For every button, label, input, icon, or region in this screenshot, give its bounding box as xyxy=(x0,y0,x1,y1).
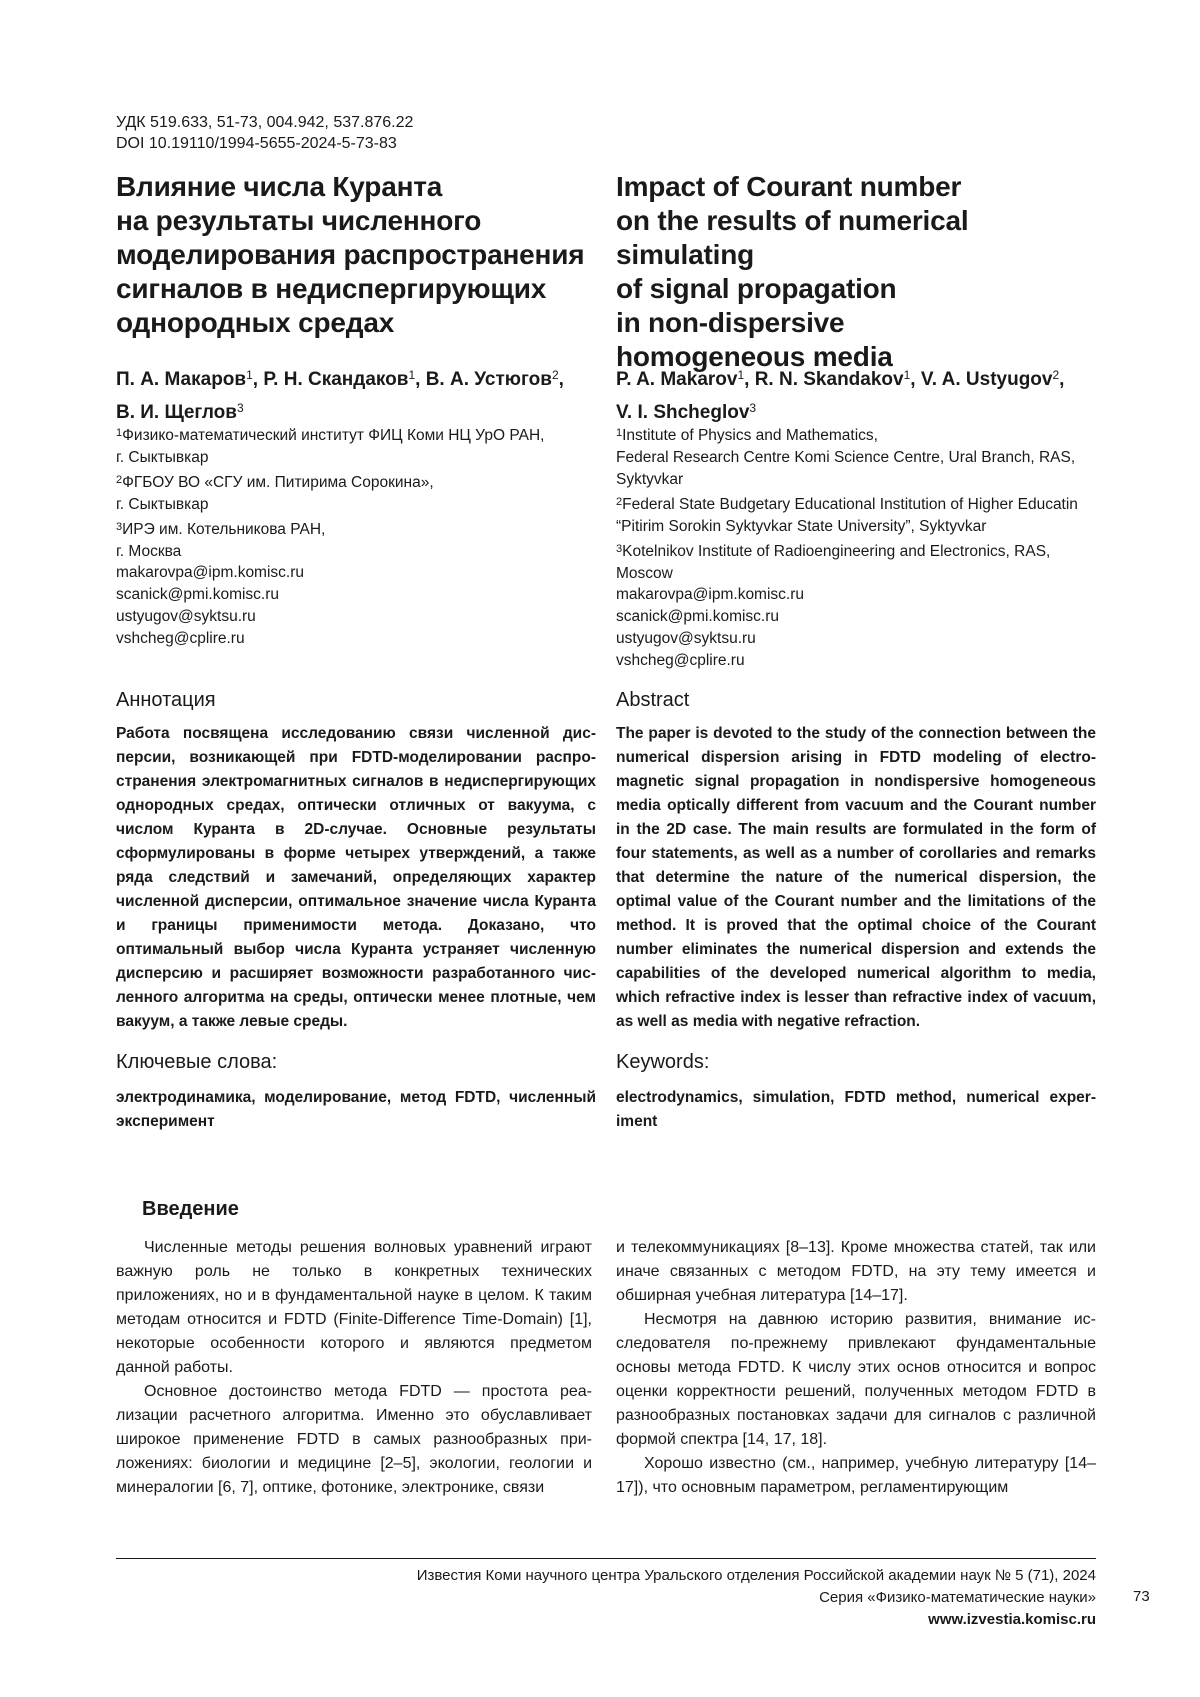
keywords-heading-en: Keywords: xyxy=(616,1051,710,1073)
email-link[interactable]: vshcheg@cplire.ru xyxy=(616,652,745,669)
title-en-line: in non-dispersive xyxy=(616,307,845,338)
abstract-heading-ru: Аннотация xyxy=(116,689,216,711)
doi: DOI 10.19110/1994-5655-2024-5-73-83 xyxy=(116,135,397,152)
affiliation: $^3$Kotelnikov Institute of Radioengineering and Electronics, RAS, Moscow xyxy=(616,543,1051,582)
footer-divider xyxy=(116,1558,1096,1559)
keywords-ru: электродинамика, моделирование, метод FDTD, численный эксперимент xyxy=(116,1089,596,1130)
udc-code: УДК 519.633, 51-73, 004.942, 537.876.22 xyxy=(116,114,414,131)
journal-footer xyxy=(417,1565,1096,1631)
author: V. I. Shcheglov$^3$ xyxy=(616,401,757,423)
affiliations-ru xyxy=(116,422,596,563)
intro-heading: Введение xyxy=(142,1198,239,1220)
body-paragraph: Основное достоинство метода FDTD — простота реализации расчетного алгоритма. Именно это обуславливает широкое применение FDTD в самых разнообразных приложениях: биологии и медицине [2–5], экологии, геологии и минералогии [6, 7], оптике, фотонике, электронике, связи xyxy=(116,1383,592,1496)
author: В. А. Устюгов$^2$, xyxy=(425,368,564,390)
body-paragraph: и телекоммуникациях [8–13]. Кроме множества статей, так или иначе связанных с методом FDTD, на эту тему имеется и обширная учебная литература [14–17]. xyxy=(616,1239,1096,1304)
abstract-heading-en: Abstract xyxy=(616,689,690,711)
keywords-heading-ru: Ключевые слова: xyxy=(116,1051,278,1073)
body-paragraph: Хорошо известно (см., например, учебную литературу [14–17]), что основным параметром, регламентирующим xyxy=(616,1455,1096,1496)
journal-name: Известия Коми научного центра Уральского отделения Российской академии наук № 5 (71), 2024 xyxy=(416,1567,1096,1584)
author: П. А. Макаров$^1$, xyxy=(116,368,264,390)
title-en-line: on the results of numerical simulating xyxy=(616,205,969,270)
title-ru xyxy=(116,170,596,340)
affiliation: $^1$Физико-математический институт ФИЦ Коми НЦ УрО РАН, г. Сыктывкар xyxy=(116,427,545,466)
title-en-line: homogeneous media xyxy=(616,341,893,372)
title-ru-line: на результаты численного xyxy=(116,205,482,236)
author: P. A. Makarov$^1$, xyxy=(616,368,755,390)
affiliation: $^2$Federal State Budgetary Educational Institution of Higher Educatin “Pitirim Sorokin Syktyvkar State University”, Syktyvkar xyxy=(616,496,1078,535)
intro-left-column xyxy=(116,1236,592,1500)
email-link[interactable]: makarovpa@ipm.komisc.ru xyxy=(116,564,305,581)
journal-series: Серия «Физико-математические науки» xyxy=(819,1589,1096,1606)
title-en xyxy=(616,170,1096,374)
authors-ru xyxy=(116,361,596,427)
title-ru-line: моделирования распространения xyxy=(116,239,585,270)
title-en-line: Impact of Courant number xyxy=(616,171,962,202)
author: R. N. Skandakov$^1$, xyxy=(754,368,921,390)
keywords-en: electrodynamics, simulation, FDTD method, numerical experiment xyxy=(616,1089,1096,1130)
body-paragraph: Несмотря на давнюю историю развития, внимание исследователя по-прежнему привлекают фундаментальные основы метода FDTD. К числу этих основ относится и вопрос оценки корректности решений, полученных методом FDTD в разнообразных постановках задачи для сигналов с различной формой спектра [14, 17, 18]. xyxy=(616,1311,1096,1448)
emails-en xyxy=(616,584,1096,672)
title-ru-line: Влияние числа Куранта xyxy=(116,171,443,202)
intro-right-column xyxy=(616,1236,1096,1500)
affiliation: $^2$ФГБОУ ВО «СГУ им. Питирима Сорокина», г. Сыктывкар xyxy=(116,474,434,513)
page-number: 73 xyxy=(1133,1588,1150,1605)
affiliation: $^1$Institute of Physics and Mathematics, Federal Research Centre Komi Science Centre, Ural Branch, RAS, Syktyvkar xyxy=(616,427,1076,488)
abstract-ru: Работа посвящена исследованию связи численной дисперсии, возникающей при FDTD-моделировании распространения электромагнитных сигналов в недиспергирующих однородных средах, оптически отличных от вакуума, с числом Куранта в 2D-случае. Основные результаты сформулированы в форме четырех утверждений, а также ряда следствий и замечаний, определяющих характер численной дисперсии, оптимальное значение числа Куранта и границы применимости метода. Доказано, что оптимальный выбор числа Куранта устраняет численную дисперсию и расширяет возможности разработанного численного алгоритма на среды, оптически менее плотные, чем вакуум, а также левые среды. xyxy=(116,725,596,1030)
title-en-line: of signal propagation xyxy=(616,273,897,304)
email-link[interactable]: ustyugov@syktsu.ru xyxy=(116,608,256,625)
journal-website-link[interactable]: www.izvestia.komisc.ru xyxy=(928,1611,1096,1628)
authors-en xyxy=(616,361,1096,427)
email-link[interactable]: makarovpa@ipm.komisc.ru xyxy=(616,586,805,603)
abstract-en: The paper is devoted to the study of the connection between the numerical dispersion arising in FDTD modeling of electromagnetic signal propagation in nondispersive homogeneous media optically different from vacuum and the Courant number in the 2D case. The main results are formulated in the form of four statements, as well as a number of corollaries and remarks that determine the nature of the numerical dispersion, the optimal value of the Courant number and the limitations of the method. It is proved that the optimal choice of the Courant number eliminates the numerical dispersion and extends the capabilities of the developed numerical algorithm to media, which refractive index is lesser than refractive index of vacuum, as well as media with negative refraction. xyxy=(616,725,1096,1030)
author: V. A. Ustyugov$^2$, xyxy=(920,368,1065,390)
email-link[interactable]: scanick@pmi.komisc.ru xyxy=(616,608,780,625)
title-ru-line: однородных средах xyxy=(116,307,395,338)
author: В. И. Щеглов$^3$ xyxy=(116,401,244,423)
email-link[interactable]: ustyugov@syktsu.ru xyxy=(616,630,756,647)
email-link[interactable]: vshcheg@cplire.ru xyxy=(116,630,245,647)
body-paragraph: Численные методы решения волновых уравнений играют важную роль не только в конкретных технических приложениях, но и в фундаментальной науке в целом. К таким методам относится и FDTD (Finite-Difference Time-Domain) [1], некоторые особенности которого и являются предметом данной работы. xyxy=(116,1239,592,1376)
title-ru-line: сигналов в недиспергирующих xyxy=(116,273,547,304)
author: Р. Н. Скандаков$^1$, xyxy=(263,368,426,390)
article-meta xyxy=(116,112,413,154)
email-link[interactable]: scanick@pmi.komisc.ru xyxy=(116,586,280,603)
affiliation: $^3$ИРЭ им. Котельникова РАН, г. Москва xyxy=(116,521,326,560)
affiliations-en xyxy=(616,422,1096,585)
emails-ru xyxy=(116,562,596,650)
